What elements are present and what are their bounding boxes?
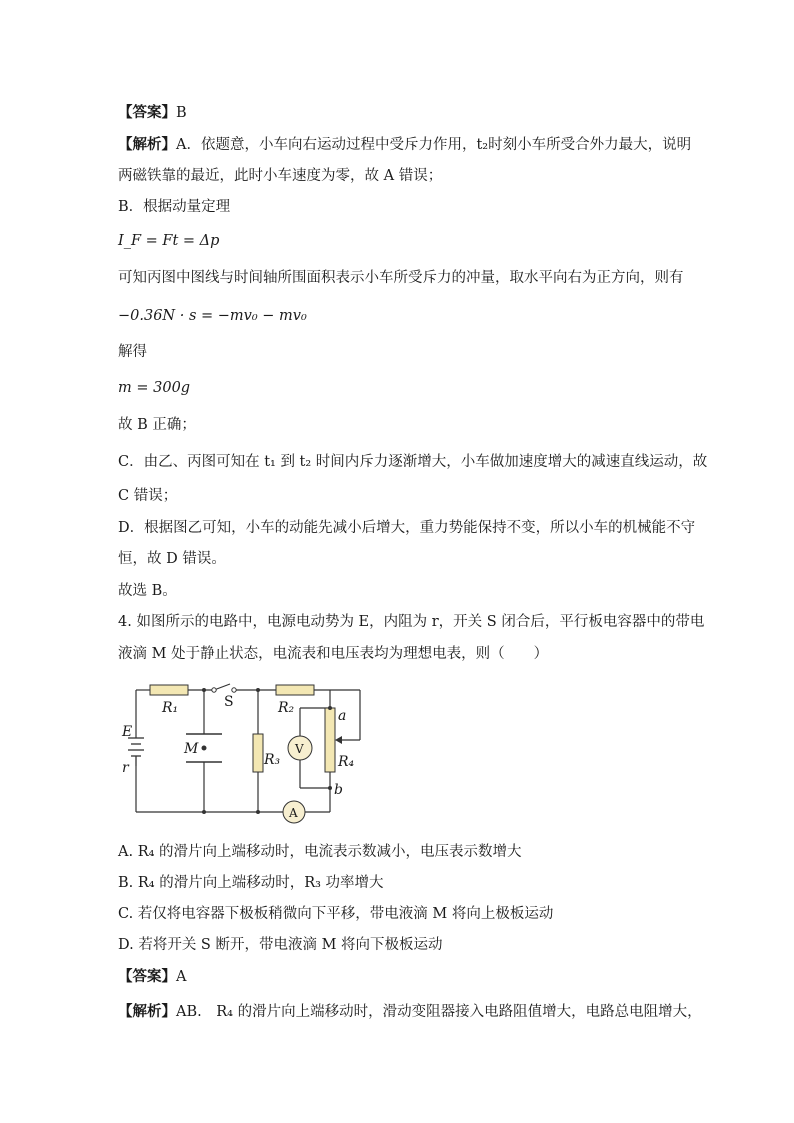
droplet-m <box>202 746 207 751</box>
q3-analysis-line-1 <box>118 135 691 155</box>
label-v: V <box>295 742 304 756</box>
label-b: b <box>334 782 343 798</box>
option-b: B. R₄ 的滑片向上端移动时，R₃ 功率增大 <box>118 875 384 891</box>
label-a-meter: A <box>289 806 298 820</box>
slider-arrow-icon <box>335 736 342 744</box>
switch-s <box>232 688 236 692</box>
resistor-r3 <box>253 734 263 772</box>
analysis-text: AB. R₄ 的滑片向上端移动时，滑动变阻器接入电路阻值增大，电路总电阻增大， <box>176 1004 702 1020</box>
q3-b-conclusion: 故 B 正确； <box>118 417 196 433</box>
q4-answer-line <box>118 967 186 987</box>
equation-impulse: I_F = Ft = Δp <box>118 233 220 249</box>
label-r2: R₂ <box>278 700 295 716</box>
equation-momentum: −0.36N · s = −mv₀ − mv₀ <box>118 308 307 324</box>
q4-stem-line-1: 4. 如图所示的电路中，电源电动势为 E，内阻为 r，开关 S 闭合后，平行板电容器中的带电 <box>118 614 705 630</box>
q3-b-line: B．根据动量定理 <box>118 199 231 215</box>
option-c: C. 若仅将电容器下极板稍微向下平移，带电液滴 M 将向上极板运动 <box>118 906 554 922</box>
q3-analysis-line-2: 两磁铁靠的最近，此时小车速度为零，故 A 错误； <box>118 168 443 184</box>
answer-tag: 【答案】 <box>118 968 176 985</box>
circuit-diagram <box>118 676 378 826</box>
answer-tag: 【答案】 <box>118 104 176 121</box>
option-a: A. R₄ 的滑片向上端移动时，电流表示数减小，电压表示数增大 <box>118 844 522 860</box>
q3-solve: 解得 <box>118 344 147 360</box>
q3-answer-line <box>118 103 187 123</box>
rheostat-r4 <box>325 708 335 772</box>
resistor-r1 <box>150 685 188 695</box>
q4-analysis-line-1 <box>118 1002 702 1022</box>
equation-mass: m = 300g <box>118 380 191 396</box>
q3-final: 故选 B。 <box>118 583 177 599</box>
option-d: D. 若将开关 S 断开，带电液滴 M 将向下极板运动 <box>118 937 443 953</box>
battery-icon <box>128 738 144 766</box>
q3-d-line-2: 恒，故 D 错误。 <box>118 551 226 567</box>
label-r3: R₃ <box>264 752 281 768</box>
label-r: r <box>122 760 129 776</box>
resistor-r2 <box>276 685 314 695</box>
label-m: M <box>184 741 199 757</box>
label-r1: R₁ <box>162 700 179 716</box>
analysis-tag: 【解析】 <box>118 1003 176 1020</box>
answer-value: A <box>176 969 187 985</box>
q3-b-text: 可知丙图中图线与时间轴所围面积表示小车所受斥力的冲量，取水平向右为正方向，则有 <box>118 270 684 286</box>
q4-stem-line-2: 液滴 M 处于静止状态，电流表和电压表均为理想电表，则（ ） <box>118 646 549 662</box>
q3-d-line-1: D．根据图乙可知，小车的动能先减小后增大，重力势能保持不变，所以小车的机械能不守 <box>118 520 696 536</box>
analysis-tag: 【解析】 <box>118 136 176 153</box>
q3-c-line-2: C 错误； <box>118 488 178 504</box>
q3-c-line-1: C．由乙、丙图可知在 t₁ 到 t₂ 时间内斥力逐渐增大，小车做加速度增大的减速直线运动，故 <box>118 454 708 470</box>
label-a: a <box>338 708 347 724</box>
label-e: E <box>122 724 133 740</box>
answer-value: B <box>176 105 187 121</box>
label-s: S <box>224 694 234 710</box>
analysis-text: A．依题意，小车向右运动过程中受斥力作用，t₂时刻小车所受合外力最大，说明 <box>176 137 692 153</box>
label-r4: R₄ <box>338 754 355 770</box>
